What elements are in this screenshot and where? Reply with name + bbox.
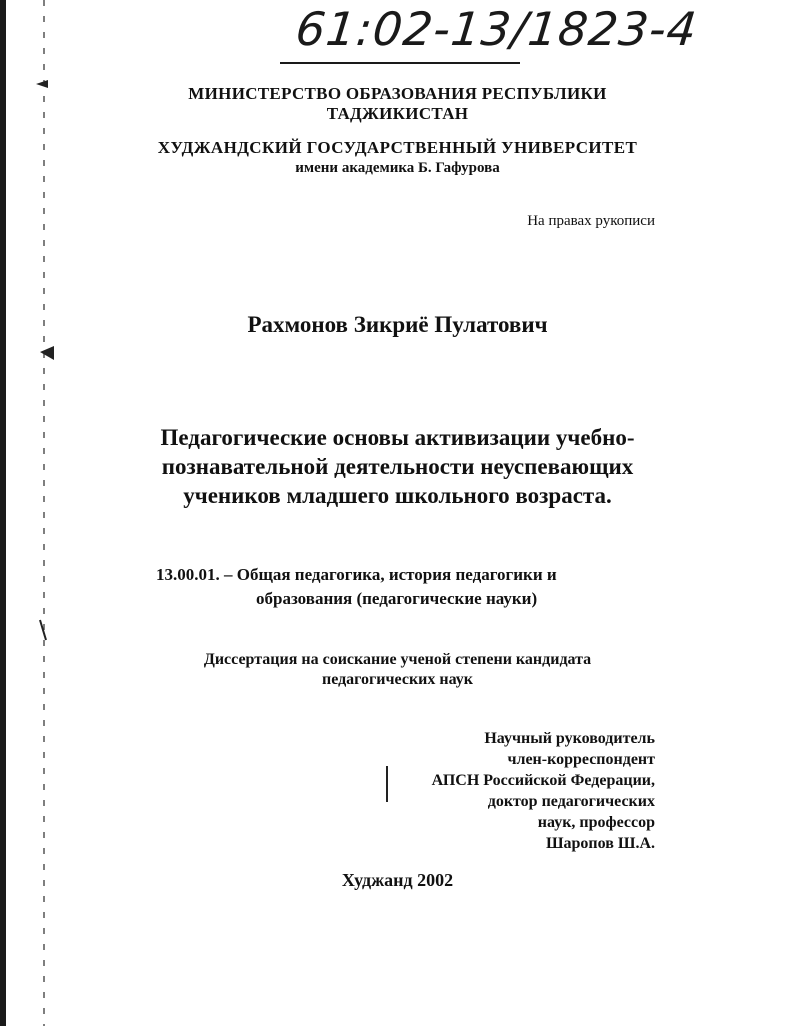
title-line-3: учеников младшего школьного возраста. (183, 483, 612, 508)
advisor-line-4: доктор педагогических (487, 793, 655, 810)
advisor-line-2: член-корреспондент (507, 751, 655, 768)
archive-stamp: 61:02-13/1823-4 (293, 2, 700, 56)
advisor-line-3: АПСН Российской Федерации, (431, 772, 655, 789)
dissertation-line-1: Диссертация на соискание ученой степени кандидата (203, 651, 592, 668)
city-year: Худжанд 2002 (341, 870, 454, 890)
manuscript-note: На правах рукописи (527, 213, 655, 229)
author-name: Рахмонов Зикриё Пулатович (247, 312, 548, 337)
pen-mark (386, 766, 388, 802)
university-name: ХУДЖАНДСКИЙ ГОСУДАРСТВЕННЫЙ УНИВЕРСИТЕТ (157, 138, 638, 157)
ministry-line-1: МИНИСТЕРСТВО ОБРАЗОВАНИЯ РЕСПУБЛИКИ (188, 84, 607, 103)
title-line-2: познавательной деятельности неуспевающих (161, 454, 634, 479)
specialty-line-2: образования (педагогические науки) (256, 589, 538, 608)
stamp-underline (280, 62, 520, 64)
title-line-1: Педагогические основы активизации учебно- (160, 425, 635, 450)
advisor-line-5: наук, профессор (537, 814, 655, 831)
ministry-line-2: ТАДЖИКИСТАН (326, 104, 469, 123)
specialty-line-1: 13.00.01. – Общая педагогика, история педагогики и (156, 565, 557, 584)
university-named-after: имени академика Б. Гафурова (295, 160, 500, 176)
dissertation-line-2: педагогических наук (321, 671, 474, 688)
advisor-line-1: Научный руководитель (484, 730, 655, 747)
advisor-line-6: Шаропов Ш.А. (545, 835, 655, 852)
